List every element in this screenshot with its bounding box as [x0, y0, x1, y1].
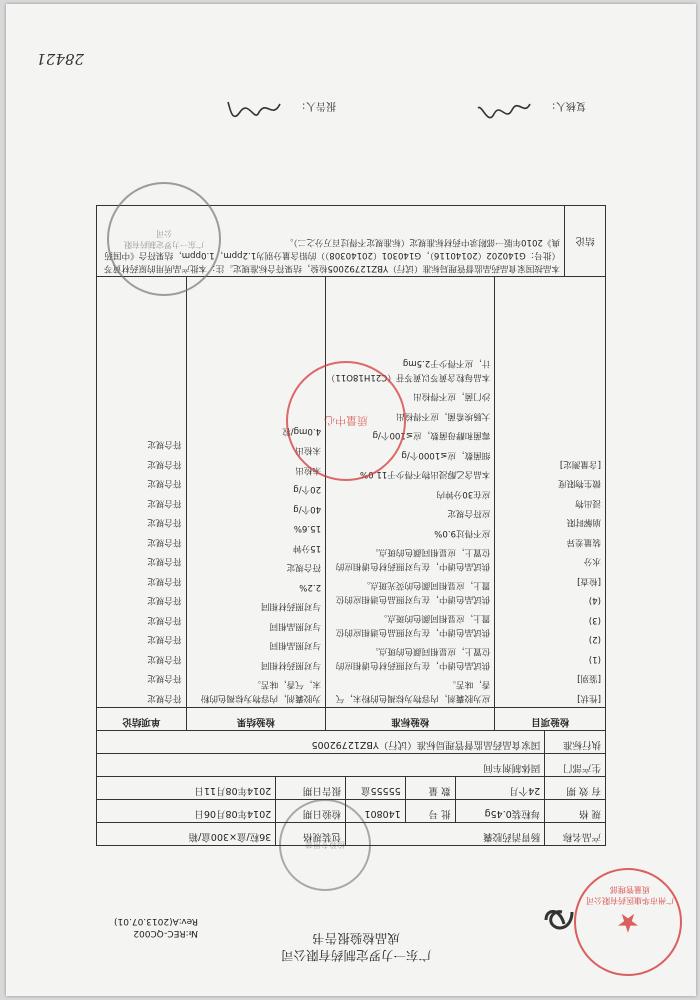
header-conclusion: 单项结论: [97, 708, 187, 730]
detail-item: [检查]: [577, 576, 601, 586]
value-valid: 24个月: [456, 777, 546, 799]
value-batch: 140801: [346, 800, 406, 822]
detail-result: 未检出: [295, 445, 322, 456]
detail-conclusion: 符合规定: [147, 478, 182, 489]
detail-result: 与对照品相同: [269, 640, 322, 651]
value-test-date: 2014年08月06日: [97, 800, 276, 822]
detail-item: (4): [588, 595, 601, 606]
detail-item: 崩解时限: [566, 517, 601, 528]
detail-conclusion: 符合规定: [147, 634, 182, 645]
label-report-date: 报告日期: [276, 777, 346, 799]
detail-item: 装量差异: [566, 537, 601, 547]
conclusion-text: 本品按国家食品药品监督管理局标准（试行）YBZ12792005检验，结果符合标准规定。注：本批产品所用的原药材黄芩（批号：G140202（20140116），G140301（20140308））的铅含量分别为1.2ppm，1.0ppm，结果符合《中国药典》2010年版一部附录中药材标准规定（标准规定不得过百万分之二）。: [97, 206, 565, 276]
detail-conclusion: 符合规定: [147, 556, 182, 567]
detail-result: 与对照药材相同: [260, 601, 322, 612]
label-package: 包装规格: [276, 823, 346, 845]
detail-result: 为胶囊剂，内容物为棕褐色的粉末，气香，味苦。: [200, 679, 322, 703]
label-standard: 执行标准: [562, 739, 601, 750]
report-page: [6, 4, 696, 996]
column-results: [187, 277, 326, 707]
label-test-date: 检验日期: [276, 800, 346, 822]
label-dept: 生产部门: [562, 762, 601, 773]
detail-conclusion: 符合规定: [147, 673, 182, 684]
value-standard: 国家食品药品监督管理局标准（试行）YBZ12792005: [97, 731, 545, 753]
column-standards: [326, 277, 495, 707]
detail-standard: 霉菌和酵母菌数，应≤100个/g: [372, 430, 491, 441]
conclusion-label: 结论: [575, 235, 595, 247]
reviewer-label: 复核人：: [546, 100, 586, 111]
detail-conclusion: 符合规定: [147, 615, 182, 625]
detail-item: [性状]: [577, 693, 601, 703]
row-col-headers: [96, 707, 606, 730]
detail-standard: 供试品色谱中，在与对照药材色谱相应的位置上，应显相同颜色的斑点。: [335, 547, 491, 571]
value-dept: 固体制剂车间: [97, 754, 545, 776]
header-result: 检验结果: [187, 708, 326, 730]
detail-standard: 应在30分钟内: [436, 489, 491, 499]
detail-standard: 细菌数，应≤1000个/g: [401, 450, 491, 460]
header-item: 检验项目: [531, 716, 570, 727]
detail-standard: 应为胶囊剂，内容物为棕褐色的粉末，气香，味苦。: [335, 679, 491, 703]
detail-item: (2): [588, 634, 601, 645]
label-product-name: 产品名称: [562, 831, 601, 842]
detail-result: 15分钟: [292, 543, 322, 553]
detail-item: 浸出物: [575, 498, 601, 508]
yili-company-stamp: [107, 182, 221, 296]
detail-item: 水分: [583, 556, 601, 567]
detail-item: 微生物限度: [558, 478, 601, 489]
detail-standard: 应符合规定: [447, 508, 491, 519]
value-product-name: 肠胃消药胶囊: [346, 823, 545, 845]
detail-result: 未检出: [295, 465, 322, 475]
reporter-label: 报告人：: [296, 100, 336, 111]
report-title: 广东一力罗定制药有限公司 成品检验报告书: [281, 931, 432, 963]
company-logo-icon: [540, 900, 578, 938]
reviewer-signature: [474, 96, 534, 120]
detail-item: (3): [588, 615, 601, 625]
handwritten-number: 28421: [36, 50, 84, 68]
detail-conclusion: 符合规定: [147, 537, 182, 547]
report-table: [96, 205, 606, 846]
row-spec: [96, 799, 606, 822]
detail-conclusion: 符合规定: [147, 517, 182, 528]
row-standard: [96, 730, 606, 753]
detail-standard: 供试品色谱中，在与对照品色谱相应的位置上，应显相同颜色的荧光斑点。: [335, 580, 491, 604]
column-items: [495, 277, 605, 707]
value-spec: 每粒装0.45g: [456, 800, 546, 822]
detail-conclusion: 符合规定: [147, 439, 182, 450]
row-valid: [96, 776, 606, 799]
detail-standard: 大肠埃希菌，应不得检出: [395, 411, 491, 421]
detail-item: [鉴别]: [577, 673, 601, 684]
detail-conclusion: 符合规定: [147, 459, 182, 469]
label-batch: 批 号: [406, 800, 456, 822]
detail-standard: 沙门菌，应不得检出: [413, 391, 491, 402]
detail-item: [含量测定]: [559, 459, 601, 469]
qc-center-stamp: [286, 361, 406, 481]
label-valid: 有 效 期: [566, 785, 601, 796]
qa-stamp-text: 广州市华康医药有限公司 质量管理部: [586, 885, 674, 905]
yili-stamp-text: 广东一力罗定制药有限公司: [124, 229, 204, 249]
value-package: 36粒/盒×300盒/箱: [97, 823, 276, 845]
value-qty: 55555盒: [346, 777, 406, 799]
detail-standard: 本品每粒含黄芩以黄芩苷（C21H18O11）计，应不得少于2.5mg: [330, 358, 491, 382]
label-spec: 规 格: [578, 808, 601, 819]
row-name: [96, 822, 606, 846]
detail-result: 40个/g: [293, 504, 322, 514]
inspection-seal-text: 检验专用章: [305, 840, 345, 850]
detail-conclusion: 符合规定: [147, 693, 182, 703]
detail-standard: 供试品色谱中，在与对照品色谱相应的位置上，应显相同颜色的斑点。: [335, 613, 491, 637]
doc-number: №:REC-QC002: [133, 928, 198, 938]
star-icon: ★: [616, 907, 640, 937]
reporter-signature: [224, 96, 284, 122]
detail-standard: 供试品色谱中，在与对照药材色谱相应的位置上，应显相同颜色的斑点。: [335, 646, 491, 670]
detail-result: 与对照品相同: [269, 621, 322, 631]
detail-section: [96, 276, 606, 707]
detail-result: 2.2%: [299, 582, 322, 592]
detail-conclusion: 符合规定: [147, 654, 182, 664]
detail-conclusion: 符合规定: [147, 576, 182, 586]
qc-center-stamp-text: 质量中心: [324, 414, 368, 427]
rev-number: Rev:A(2013.07.01): [114, 916, 198, 926]
detail-result: 15.6%: [293, 523, 322, 534]
label-qty: 数 量: [406, 777, 456, 799]
detail-result: 与对照药材相同: [260, 660, 322, 670]
header-standard: 检验标准: [326, 708, 495, 730]
detail-result: 4.0mg/粒: [282, 426, 322, 436]
detail-standard: 应不得过9.0%: [434, 528, 491, 538]
value-report-date: 2014年08月11日: [97, 777, 276, 799]
detail-item: (1): [588, 654, 601, 664]
detail-result: 20个/g: [293, 484, 322, 495]
detail-conclusion: 符合规定: [147, 498, 182, 508]
row-dept: [96, 753, 606, 776]
detail-standard: 本品含乙醇浸出物不得少于11.0%: [359, 469, 491, 480]
scanned-page: [6, 4, 696, 996]
column-conclusions: [97, 277, 187, 707]
detail-conclusion: 符合规定: [147, 595, 182, 606]
detail-result: 符合规定: [286, 562, 322, 573]
